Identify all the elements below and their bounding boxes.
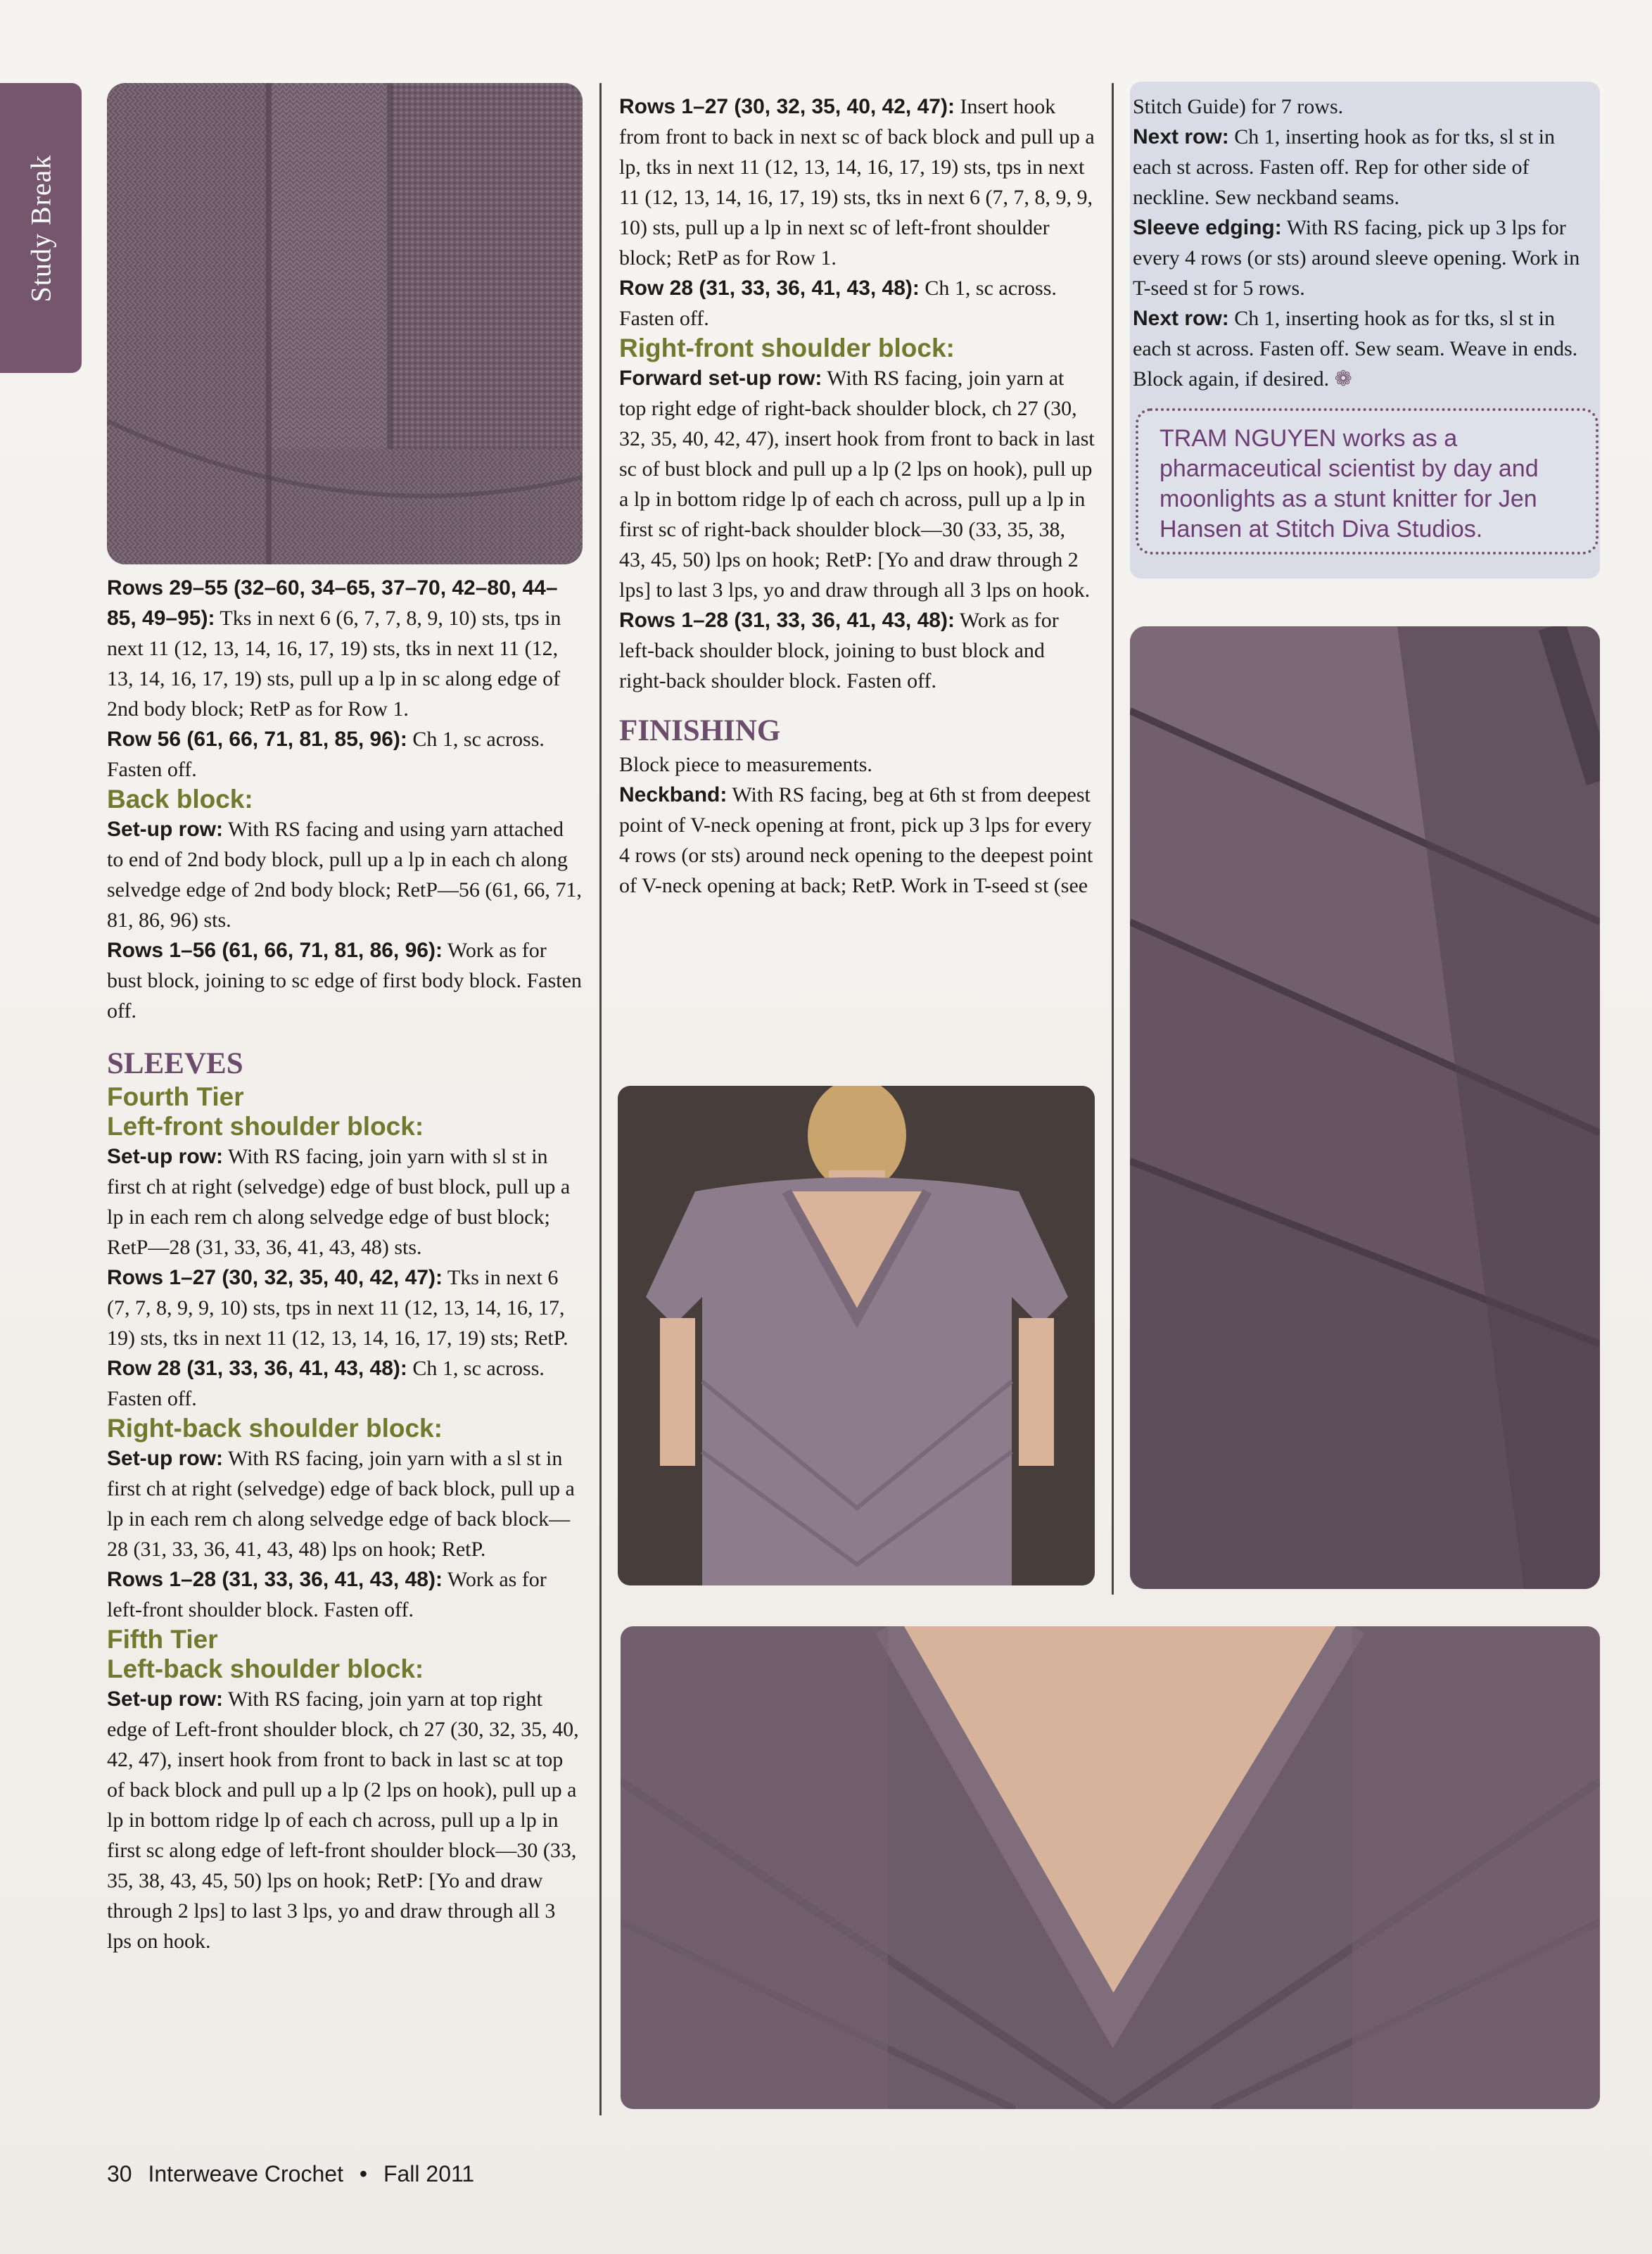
subheading: Right-back shoulder block: [107,1414,443,1443]
publication-name: Interweave Crochet [148,2161,343,2186]
end-mark-icon: ❁ [1334,367,1352,391]
paragraph: Set-up row: With RS facing, join yarn at top right edge of Left-front shoulder block, ch 27 (30, 32, 35, 40, 42, 47), insert hook from front to back in last sc at top of back block and pull up a lp (2 lps on hook), pull up a lp in bottom ridge lp of each ch across, pull up a lp in first sc along edge of left-front shoulder block—30 (33, 35, 38, 43, 45, 50) lps on hook; RetP: [Yo and draw through 2 lps] to last 3 lps, yo and draw through all 3 lps on hook. [107,1688,579,1953]
subheading: Left-back shoulder block: [107,1654,424,1683]
knit-diagonal-photo [1130,626,1600,1589]
column-divider [1112,83,1114,1595]
model-back-photo [618,1086,1095,1585]
subheading: Fifth Tier [107,1625,218,1654]
paragraph: Neckband: With RS facing, beg at 6th st from deepest point of V-neck opening at front, pick up 3 lps for every 4 rows (or sts) around neck opening to the deepest point of V-neck opening at back; RetP. Work in T-seed st (see [619,783,1093,897]
page-footer [107,2161,484,2187]
paragraph: Rows 1–56 (61, 66, 71, 81, 86, 96): Work as for bust block, joining to sc edge of first body block. Fasten off. [107,939,582,1022]
paragraph: Row 56 (61, 66, 71, 81, 85, 96): Ch 1, sc across. Fasten off. [107,728,545,781]
subheading: Back block: [107,785,253,813]
paragraph: Rows 1–28 (31, 33, 36, 41, 43, 48): Work as for left-back shoulder block, joining to bust block and right-back shoulder block. Fasten off. [619,609,1059,692]
column-divider [599,83,602,2115]
paragraph: Next row: Ch 1, inserting hook as for tks, sl st in each st across. Fasten off. Sew seam. Weave in ends. Block again, if desired. ❁ [1133,307,1578,391]
paragraph: Stitch Guide) for 7 rows. [1133,95,1344,118]
section-heading: FINISHING [619,714,781,747]
column-2 [619,91,1096,901]
section-tab [0,83,82,373]
column-1 [107,573,583,1956]
paragraph: Set-up row: With RS facing and using yarn attached to end of 2nd body block, pull up a lp in each ch along selvedge edge of 2nd body block; RetP—56 (61, 66, 71, 81, 86, 96) sts. [107,818,582,932]
author-bio-text: TRAM NGUYEN works as a pharmaceutical scientist by day and moonlights as a stunt knitter for Jen Hansen at Stitch Diva Studios. [1159,425,1539,543]
section-heading: SLEEVES [107,1047,243,1080]
paragraph: Row 28 (31, 33, 36, 41, 43, 48): Ch 1, sc across. Fasten off. [107,1357,545,1410]
knit-texture-photo [107,83,583,564]
paragraph: Set-up row: With RS facing, join yarn with a sl st in first ch at right (selvedge) edge of back block, pull up a lp in each rem ch along selvedge edge of back block—28 (31, 33, 36, 41, 43, 48) lps on hook; RetP. [107,1447,575,1561]
author-bio [1136,408,1599,555]
section-tab-label: Study Break [25,154,57,302]
paragraph: Sleeve edging: With RS facing, pick up 3 lps for every 4 rows (or sts) around sleeve opening. Work in T-seed st for 5 rows. [1133,216,1580,300]
paragraph: Rows 1–27 (30, 32, 35, 40, 42, 47): Insert hook from front to back in next sc of back block and pull up a lp, tks in next 11 (12, 13, 14, 16, 17, 19) sts, tps in next 11 (12, 13, 14, 16, 17, 19) sts, tks in next 6 (7, 7, 8, 9, 9, 10) sts, pull up a lp in next sc of left-front shoulder block; RetP as for Row 1. [619,95,1095,270]
paragraph: Rows 29–55 (32–60, 34–65, 37–70, 42–80, 44–85, 49–95): Tks in next 6 (6, 7, 7, 8, 9, 10) sts, tps in next 11 (12, 13, 14, 16, 17, 19) sts, tks in next 11 (12, 13, 14, 16, 17, 19) sts, pull up a lp in sc along edge of 2nd body block; RetP as for Row 1. [107,576,561,721]
paragraph: Rows 1–28 (31, 33, 36, 41, 43, 48): Work as for left-front shoulder block. Fasten off. [107,1568,547,1621]
page-number: 30 [107,2161,132,2186]
column-3 [1133,91,1597,394]
subheading: Right-front shoulder block: [619,334,955,362]
paragraph: Row 28 (31, 33, 36, 41, 43, 48): Ch 1, sc across. Fasten off. [619,277,1057,330]
subheading: Fourth Tier [107,1082,244,1111]
paragraph: Block piece to measurements. [619,753,872,776]
paragraph: Set-up row: With RS facing, join yarn with sl st in first ch at right (selvedge) edge of bust block, pull up a lp in each rem ch along selvedge edge of bust block; RetP—28 (31, 33, 36, 41, 43, 48) sts. [107,1145,571,1259]
neckline-photo [621,1626,1600,2109]
paragraph: Next row: Ch 1, inserting hook as for tks, sl st in each st across. Fasten off. Rep for other side of neckline. Sew neckband seams. [1133,125,1556,209]
issue-date: Fall 2011 [383,2161,475,2186]
paragraph: Forward set-up row: With RS facing, join yarn at top right edge of right-back shoulder block, ch 27 (30, 32, 35, 40, 42, 47), insert hook from front to back in last sc of bust block and pull up a lp (2 lps on hook), pull up a lp in bottom ridge lp of each ch across, pull up a lp in first sc of right-back shoulder block—30 (33, 35, 38, 43, 45, 50) lps on hook; RetP: [Yo and draw through 2 lps] to last 3 lps, yo and draw through all 3 lps on hook. [619,367,1095,602]
footer-bullet: • [359,2161,368,2186]
subheading: Left-front shoulder block: [107,1112,424,1141]
paragraph: Rows 1–27 (30, 32, 35, 40, 42, 47): Tks in next 6 (7, 7, 8, 9, 9, 10) sts, tps in next 11 (12, 13, 14, 16, 17, 19) sts, tks in next 11 (12, 13, 14, 16, 17, 19) sts; RetP. [107,1266,568,1350]
